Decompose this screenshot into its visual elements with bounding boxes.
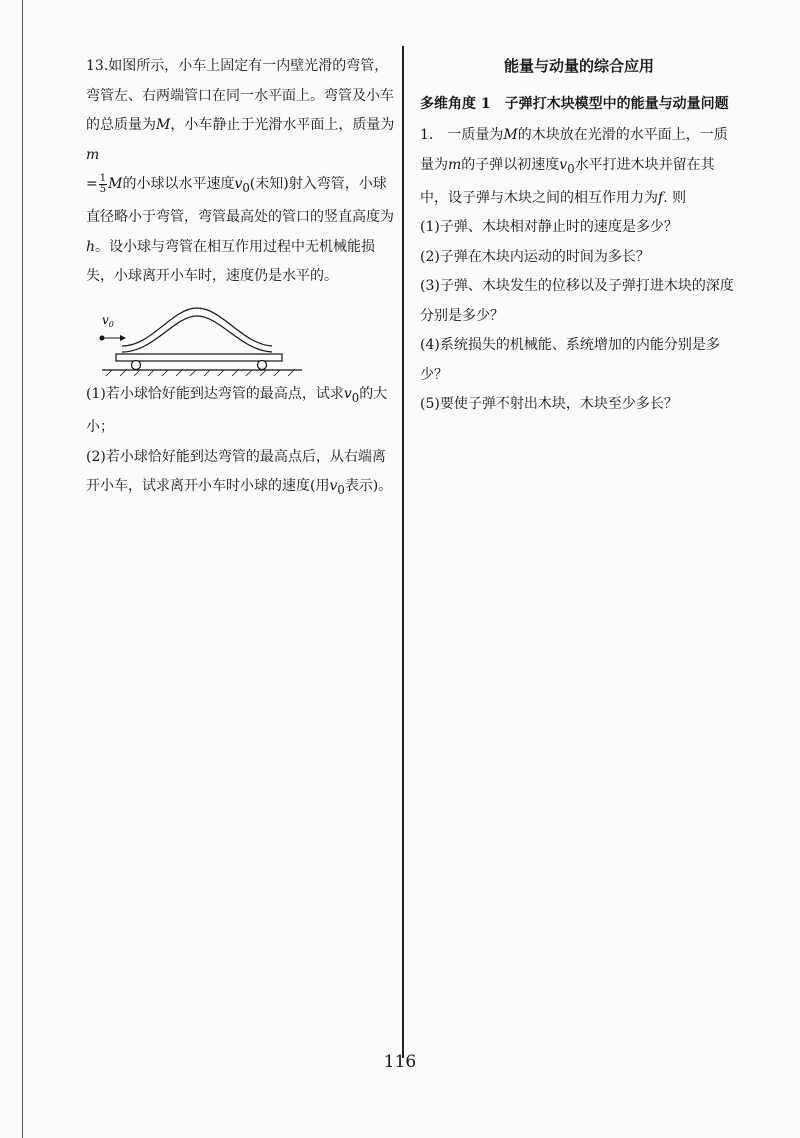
sub-question-1: (1)子弹、木块相对静止时的速度是多少？ xyxy=(420,219,678,236)
cart-wheel-right xyxy=(258,360,267,369)
problem-13-text: 13.如图所示，小车上固定有一内壁光滑的弯管，弯管左、右两端管口在同一水平面上。弯管及小车的总质量为M，小车静止于光滑水平面上，质量为m = $\frac{1}{5}$ M的小球以水平速度$v_0$(未知)射入弯管，小球直径略小于弯管，弯管最高处的管口的竖直高度为h。设小球与弯管在相互作用过程中无机械能损失，小球离开小车时，速度仍是水平的。 xyxy=(86,58,395,285)
sub-question-4: (4)系统损失的机械能、系统增加的内能分别是多少？ xyxy=(420,337,720,383)
left-column xyxy=(86,52,398,505)
fraction-one-fifth: $\frac{1}{5}$ xyxy=(99,172,107,195)
sub-question-2: (2)子弹在木块内运动的时间为多长？ xyxy=(420,248,650,265)
question-1: (1)若小球恰好能到达弯管的最高点，试求$v_0$的大小； xyxy=(86,385,388,436)
sub-title: 多维角度 1 子弹打木块模型中的能量与动量问题 xyxy=(420,95,729,112)
sub-question-3: (3)子弹、木块发生的位移以及子弹打进木块的深度分别是多少？ xyxy=(420,278,734,324)
cart-wheel-left xyxy=(132,360,141,369)
ground-hatching xyxy=(106,370,294,376)
problem-1-text: 1. 一质量为M的木块放在光滑的水平面上，一质量为m的子弹以初速度$v_0$水平打进木块并留在其中，设子弹与木块之间的相互作用力为f. 则 xyxy=(420,127,728,206)
column-divider xyxy=(402,46,404,1058)
right-column xyxy=(420,52,738,420)
ball-icon xyxy=(100,335,105,340)
curved-tube-inner xyxy=(122,316,272,352)
cart-body xyxy=(116,354,282,361)
question-2: (2)若小球恰好能到达弯管的最高点后，从右端离开小车，试求离开小车时小球的速度(用$v_0$表示)。 xyxy=(86,448,393,497)
curved-tube-outer xyxy=(122,308,272,346)
cart-tube-figure xyxy=(92,300,312,376)
page-edge-line xyxy=(22,0,23,1138)
sub-question-5: (5)要使子弹不射出木块，木块至少多长？ xyxy=(420,396,678,413)
figure-v0-label: $v_0$ xyxy=(102,312,114,329)
section-title: 能量与动量的综合应用 xyxy=(503,57,654,75)
page-number: 116 xyxy=(383,1052,417,1072)
